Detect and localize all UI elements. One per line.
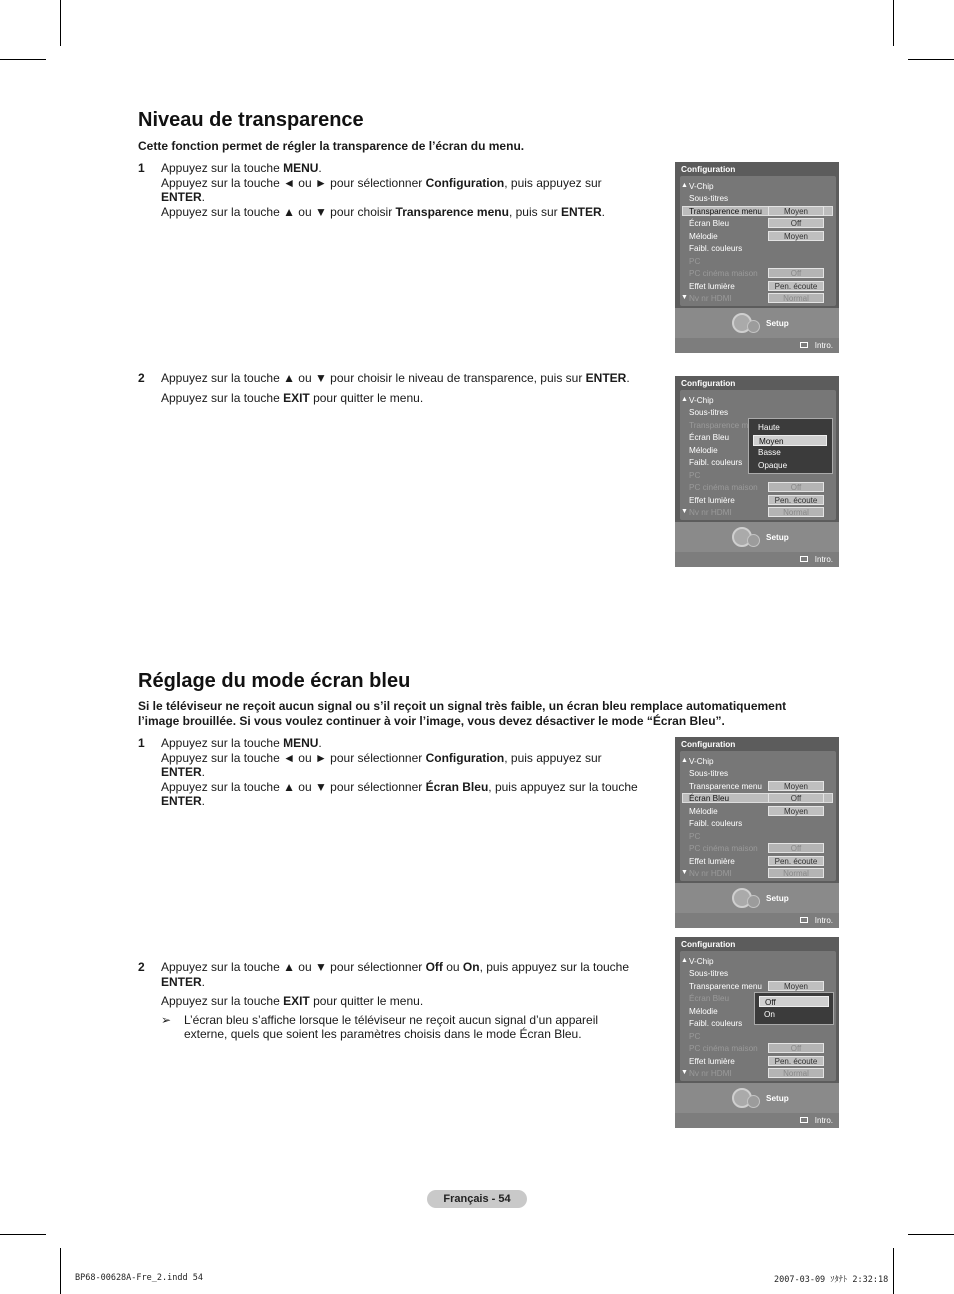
crop-mark xyxy=(60,0,61,46)
menu-item-label: V-Chip xyxy=(689,396,714,405)
page-number: Français - 54 xyxy=(427,1190,527,1208)
section-intro: Cette fonction permet de régler la transparence de l’écran du menu. xyxy=(138,139,525,153)
menu-item[interactable] xyxy=(680,1056,836,1067)
menu-item[interactable] xyxy=(680,981,836,992)
menu-item[interactable] xyxy=(680,843,836,854)
menu-item-label: Nv nr HDMI xyxy=(689,294,732,303)
menu-item[interactable] xyxy=(680,193,836,204)
menu-item[interactable] xyxy=(680,768,836,779)
menu-item-label: Faibl. couleurs xyxy=(689,1019,743,1028)
scroll-up-icon: ▲ xyxy=(681,396,688,403)
menu-bottom-bar xyxy=(675,338,839,353)
menu-item-label: Effet lumière xyxy=(689,496,735,505)
setup-label: Setup xyxy=(766,894,789,903)
intro-label: Intro. xyxy=(814,916,833,925)
menu-item-label: Transparence menu xyxy=(689,982,762,991)
print-slug-date: 2007-03-09 ｿﾀﾅﾄ 2:32:18 xyxy=(774,1275,889,1285)
menu-item-value: Pen. écoute xyxy=(768,1056,824,1066)
menu-item-value: Moyen xyxy=(768,981,824,991)
enter-icon xyxy=(800,556,808,562)
crop-mark xyxy=(908,59,954,60)
menu-item-value: Off xyxy=(768,1043,824,1053)
tv-menu-screenshot xyxy=(675,162,839,353)
crop-mark xyxy=(60,1248,61,1294)
menu-footer xyxy=(675,1083,839,1113)
scroll-down-icon: ▼ xyxy=(681,869,688,876)
section-title-ecran-bleu: Réglage du mode écran bleu xyxy=(138,670,411,692)
crop-mark xyxy=(0,59,46,60)
menu-item-label: Écran Bleu xyxy=(689,433,730,442)
menu-footer xyxy=(675,522,839,552)
menu-item-label: V-Chip xyxy=(689,757,714,766)
menu-item[interactable] xyxy=(680,956,836,967)
menu-item[interactable] xyxy=(680,181,836,192)
dropdown-option[interactable]: On xyxy=(764,1010,775,1019)
menu-item-value: Off xyxy=(768,793,824,803)
enter-icon xyxy=(800,917,808,923)
menu-item[interactable] xyxy=(680,507,836,518)
menu-list xyxy=(680,751,836,881)
dropdown-option[interactable]: Moyen xyxy=(753,435,827,446)
step-number: 1 xyxy=(138,736,145,750)
dropdown-option[interactable]: Opaque xyxy=(758,460,788,470)
menu-item-value: Off xyxy=(768,843,824,853)
crop-mark xyxy=(908,1234,954,1235)
menu-item-label: PC xyxy=(689,257,701,266)
menu-item-label: PC xyxy=(689,832,701,841)
menu-title: Configuration xyxy=(681,164,736,174)
menu-item[interactable] xyxy=(680,793,836,804)
menu-footer xyxy=(675,883,839,913)
menu-item-label: V-Chip xyxy=(689,957,714,966)
menu-item-label: Mélodie xyxy=(689,232,718,241)
menu-item-value: Normal xyxy=(768,507,824,517)
menu-item-label: Écran Bleu xyxy=(689,219,730,228)
menu-item[interactable] xyxy=(680,243,836,254)
menu-item-label: Sous-titres xyxy=(689,769,729,778)
menu-item[interactable] xyxy=(680,756,836,767)
menu-item-label: Mélodie xyxy=(689,446,718,455)
gear-icon xyxy=(747,320,760,333)
scroll-up-icon: ▲ xyxy=(681,182,688,189)
menu-item-value: Pen. écoute xyxy=(768,495,824,505)
scroll-down-icon: ▼ xyxy=(681,294,688,301)
step-number: 1 xyxy=(138,161,145,175)
menu-item-value: Normal xyxy=(768,868,824,878)
enter-icon xyxy=(800,342,808,348)
menu-item-value: Moyen xyxy=(768,206,824,216)
menu-title: Configuration xyxy=(681,739,736,749)
menu-item-value: Pen. écoute xyxy=(768,856,824,866)
crop-mark xyxy=(893,0,894,46)
menu-item[interactable] xyxy=(680,495,836,506)
menu-item-value: Normal xyxy=(768,1068,824,1078)
transparency-dropdown[interactable] xyxy=(748,418,833,474)
menu-item[interactable] xyxy=(680,868,836,879)
menu-item-value: Off xyxy=(768,218,824,228)
menu-item-value: Moyen xyxy=(768,781,824,791)
menu-item[interactable] xyxy=(680,1031,836,1042)
tv-menu-screenshot xyxy=(675,937,839,1128)
menu-item-value: Moyen xyxy=(768,806,824,816)
menu-item[interactable] xyxy=(680,407,836,418)
setup-label: Setup xyxy=(766,533,789,542)
tv-menu-screenshot xyxy=(675,737,839,928)
setup-label: Setup xyxy=(766,319,789,328)
dropdown-option[interactable]: Haute xyxy=(758,423,780,432)
step-number: 2 xyxy=(138,960,145,974)
gear-icon xyxy=(747,1095,760,1108)
menu-bottom-bar xyxy=(675,552,839,567)
menu-list xyxy=(680,176,836,306)
bluescreen-dropdown[interactable] xyxy=(754,992,834,1025)
menu-item-label: PC cinéma maison xyxy=(689,269,758,278)
menu-item[interactable] xyxy=(680,781,836,792)
menu-bottom-bar xyxy=(675,913,839,928)
menu-item[interactable] xyxy=(680,395,836,406)
menu-item-value: Pen. écoute xyxy=(768,281,824,291)
menu-item-label: PC xyxy=(689,471,701,480)
menu-item[interactable] xyxy=(680,1043,836,1054)
menu-item-label: V-Chip xyxy=(689,182,714,191)
menu-item[interactable] xyxy=(680,831,836,842)
dropdown-option[interactable]: Basse xyxy=(758,448,781,457)
tv-menu-screenshot xyxy=(675,376,839,567)
menu-item-label: Effet lumière xyxy=(689,282,735,291)
menu-item[interactable] xyxy=(680,806,836,817)
menu-item-label: Transparence menu xyxy=(689,207,762,216)
menu-title: Configuration xyxy=(681,939,736,949)
menu-item-value: Off xyxy=(768,482,824,492)
menu-item-label: Transparence m xyxy=(689,421,749,430)
crop-mark xyxy=(0,1234,46,1235)
menu-item-label: Faibl. couleurs xyxy=(689,819,743,828)
menu-item[interactable] xyxy=(680,293,836,304)
note-arrow-icon: ➢ xyxy=(161,1012,172,1027)
menu-item-label: PC xyxy=(689,1032,701,1041)
menu-item-label: Faibl. couleurs xyxy=(689,244,743,253)
menu-item[interactable] xyxy=(680,218,836,229)
menu-item[interactable] xyxy=(680,968,836,979)
section-title-transparence: Niveau de transparence xyxy=(138,109,364,131)
menu-item-label: Nv nr HDMI xyxy=(689,1069,732,1078)
menu-item-label: Faibl. couleurs xyxy=(689,458,743,467)
intro-label: Intro. xyxy=(814,555,833,564)
menu-item-label: Mélodie xyxy=(689,807,718,816)
enter-icon xyxy=(800,1117,808,1123)
menu-item[interactable] xyxy=(680,1068,836,1079)
menu-item[interactable] xyxy=(680,818,836,829)
menu-item-value: Normal xyxy=(768,293,824,303)
menu-item[interactable] xyxy=(680,231,836,242)
menu-item[interactable] xyxy=(680,256,836,267)
menu-item-label: Transparence menu xyxy=(689,782,762,791)
menu-item[interactable] xyxy=(680,206,836,217)
menu-footer xyxy=(675,308,839,338)
gear-icon xyxy=(747,534,760,547)
menu-item-label: Nv nr HDMI xyxy=(689,508,732,517)
menu-item[interactable] xyxy=(680,281,836,292)
setup-label: Setup xyxy=(766,1094,789,1103)
menu-item-label: Sous-titres xyxy=(689,194,729,203)
scroll-down-icon: ▼ xyxy=(681,508,688,515)
menu-item-label: Effet lumière xyxy=(689,1057,735,1066)
intro-label: Intro. xyxy=(814,1116,833,1125)
menu-item[interactable] xyxy=(680,268,836,279)
scroll-up-icon: ▲ xyxy=(681,757,688,764)
menu-item-value: Moyen xyxy=(768,231,824,241)
menu-item-label: PC cinéma maison xyxy=(689,1044,758,1053)
menu-title: Configuration xyxy=(681,378,736,388)
scroll-up-icon: ▲ xyxy=(681,957,688,964)
print-slug-file: BP68-00628A-Fre_2.indd 54 xyxy=(75,1273,203,1283)
menu-item-label: PC cinéma maison xyxy=(689,844,758,853)
menu-item-label: PC cinéma maison xyxy=(689,483,758,492)
intro-label: Intro. xyxy=(814,341,833,350)
gear-icon xyxy=(747,895,760,908)
menu-item-value: Off xyxy=(768,268,824,278)
menu-item-label: Nv nr HDMI xyxy=(689,869,732,878)
step-number: 2 xyxy=(138,371,145,385)
crop-mark xyxy=(893,1248,894,1294)
note: ➢ L’écran bleu s’affiche lorsque le téléviseur ne reçoit aucun signal d’un appareil externe, quels que soient les paramètres choisis dans le mode Écran Bleu. xyxy=(161,1012,599,1042)
section-intro: Si le téléviseur ne reçoit aucun signal ou s’il reçoit un signal très faible, un écran bleu remplace automatiquement l’image brouillée. Si vous voulez continuer à voir l’image, vous devez désactiver le mode “Écran Bleu”. xyxy=(138,699,787,728)
menu-item-label: Effet lumière xyxy=(689,857,735,866)
menu-item-label: Écran Bleu xyxy=(689,794,730,803)
menu-item-label: Écran Bleu xyxy=(689,994,730,1003)
menu-item-label: Mélodie xyxy=(689,1007,718,1016)
dropdown-option[interactable]: Off xyxy=(759,996,829,1007)
menu-item-label: Sous-titres xyxy=(689,969,729,978)
menu-item[interactable] xyxy=(680,482,836,493)
menu-item[interactable] xyxy=(680,856,836,867)
scroll-down-icon: ▼ xyxy=(681,1069,688,1076)
menu-bottom-bar xyxy=(675,1113,839,1128)
menu-item-label: Sous-titres xyxy=(689,408,729,417)
